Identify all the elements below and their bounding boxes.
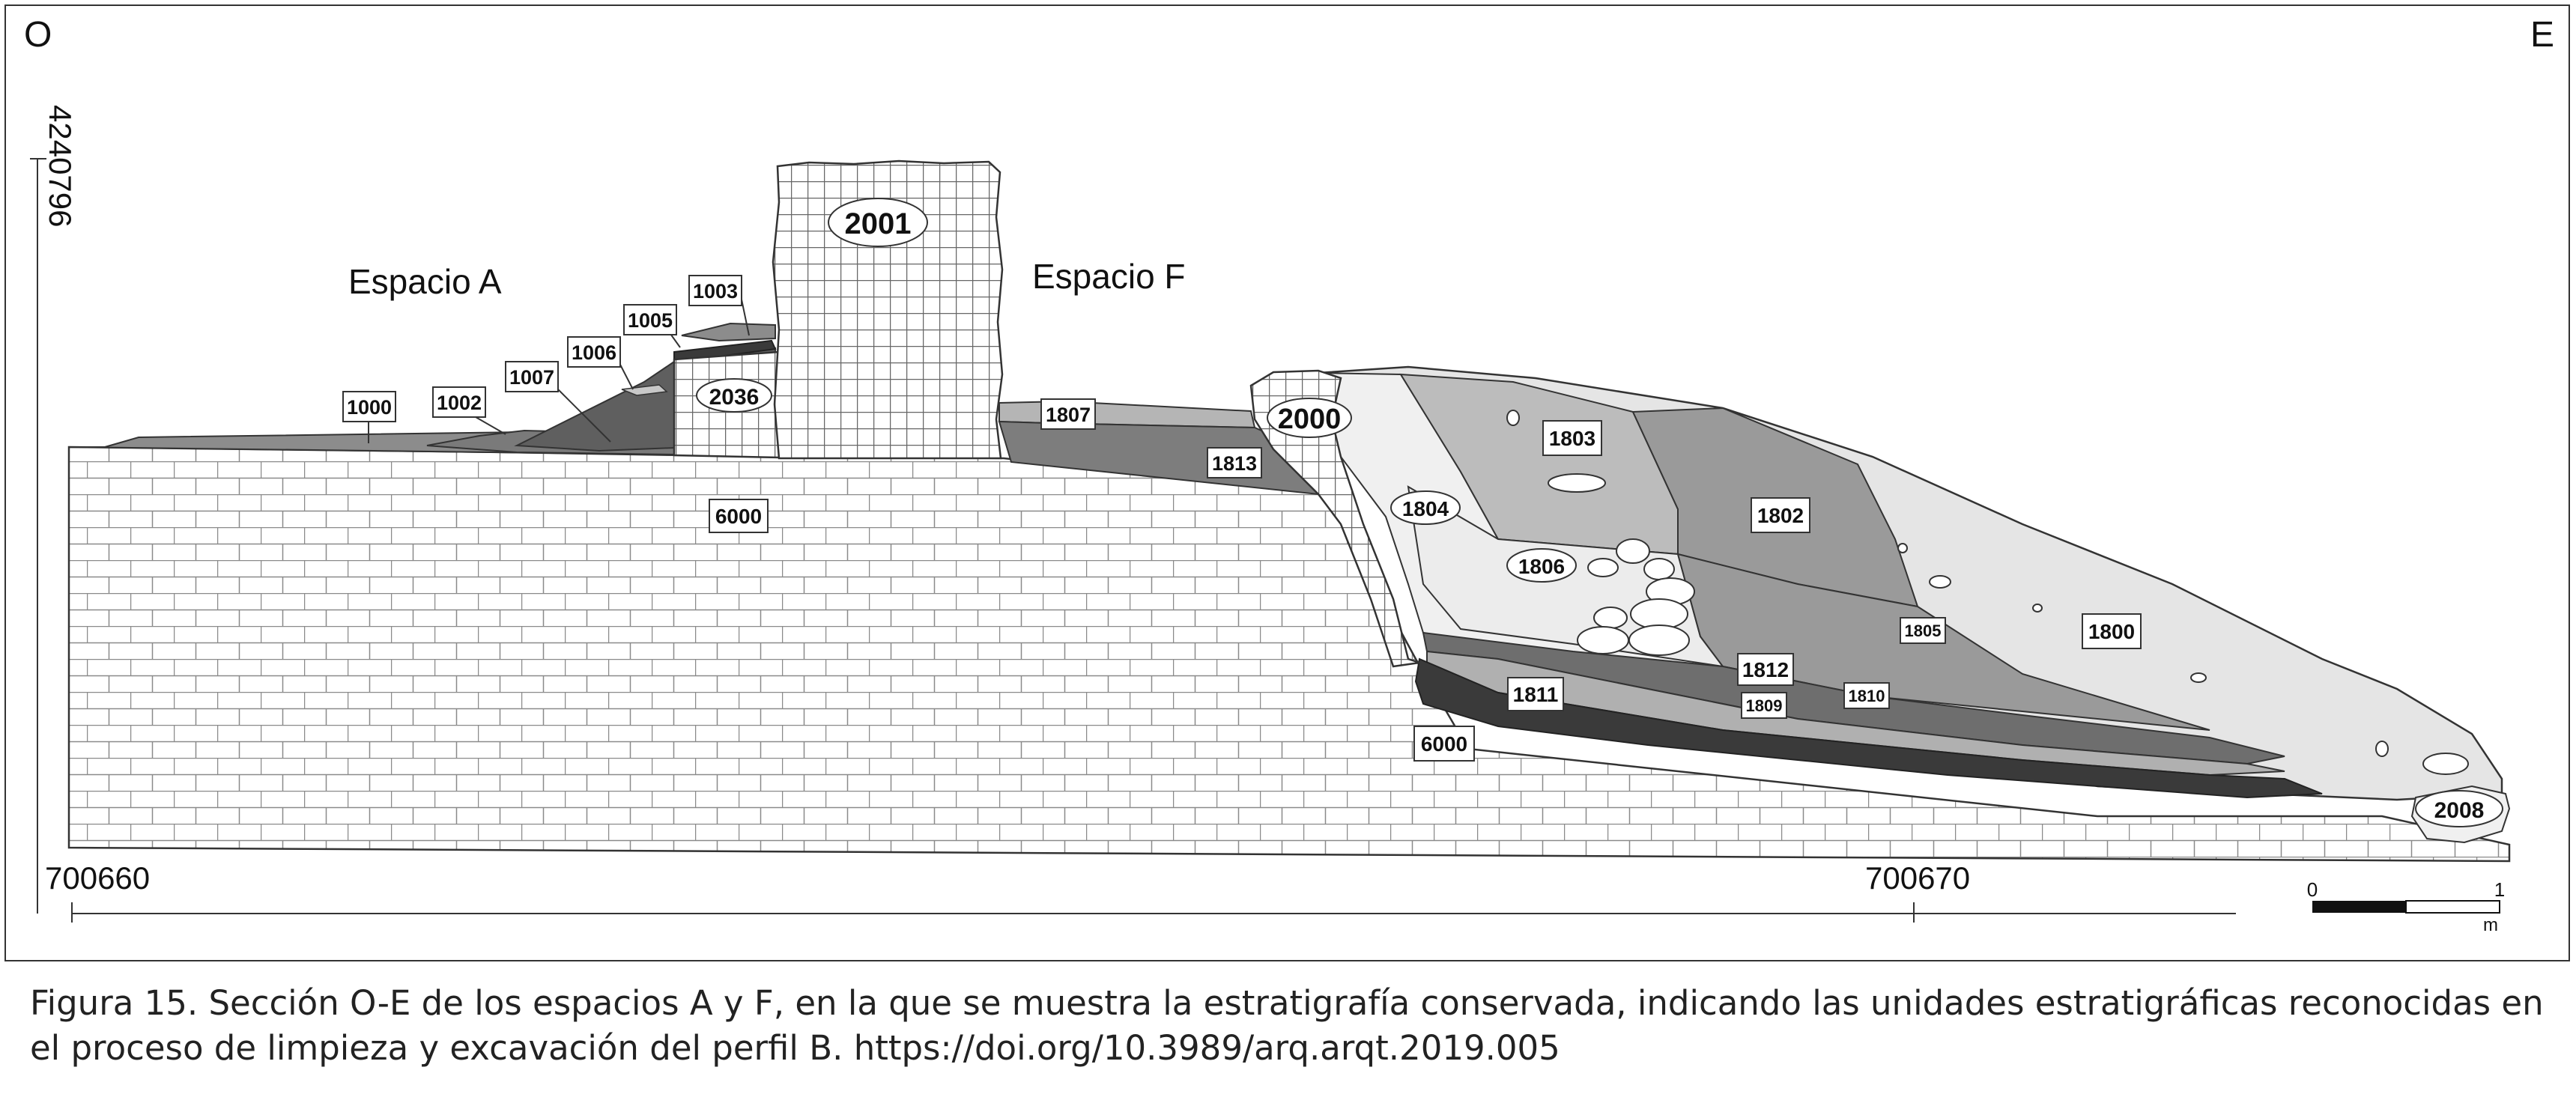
unit-1804-label: 1804 <box>1401 497 1449 520</box>
unit-1003-label: 1003 <box>692 280 739 303</box>
unit-1005-label: 1005 <box>627 309 673 332</box>
unit-1809-label: 1809 <box>1745 696 1783 715</box>
unit-6000-label-b: 6000 <box>1420 732 1468 756</box>
scale-zero: 0 <box>2306 878 2318 901</box>
unit-1002-label: 1002 <box>436 392 482 414</box>
unit-1802-label: 1802 <box>1757 504 1804 527</box>
scale-bar <box>2307 878 2505 935</box>
layer-1003 <box>682 323 775 341</box>
unit-1812-label: 1812 <box>1742 658 1789 681</box>
x-coordinate-left: 700660 <box>45 860 151 896</box>
unit-1807-label: 1807 <box>1045 404 1091 426</box>
unit-1806-label: 1806 <box>1518 555 1566 578</box>
unit-2008-label: 2008 <box>2434 798 2485 823</box>
figure-caption: Figura 15. Sección O-E de los espacios A y F, en la que se muestra la estratigrafía conservada, indicando las unidades estratigráficas reconocidas en el proceso de limpieza y excavación del perfil B. https://doi.org/10.3989/arq.arqt.2019.005 <box>30 983 2544 1068</box>
scale-unit: m <box>2483 915 2498 935</box>
north-axis-line <box>30 159 46 914</box>
north-coordinate: 4240796 <box>43 105 78 228</box>
label-espacio-f: Espacio F <box>1032 257 1186 296</box>
unit-1813-label: 1813 <box>1211 452 1258 475</box>
x-coordinate-right: 700670 <box>1865 860 1971 896</box>
unit-2001-label: 2001 <box>844 207 912 240</box>
unit-6000-label-a: 6000 <box>715 505 763 528</box>
unit-1800-label: 1800 <box>2088 620 2136 643</box>
unit-1803-label: 1803 <box>1548 427 1596 450</box>
unit-1000-label: 1000 <box>346 396 393 419</box>
unit-1007-label: 1007 <box>509 366 555 389</box>
scale-one: 1 <box>2494 878 2506 901</box>
unit-1805-label: 1805 <box>1904 622 1942 640</box>
label-espacio-a: Espacio A <box>348 262 502 301</box>
unit-2036-label: 2036 <box>709 385 760 410</box>
unit-1810-label: 1810 <box>1848 687 1885 705</box>
unit-1006-label: 1006 <box>571 341 617 364</box>
east-label: E <box>2530 15 2555 55</box>
baseline <box>72 902 2236 923</box>
unit-2000-label: 2000 <box>1277 404 1342 435</box>
unit-1811-label: 1811 <box>1512 683 1559 706</box>
west-label: O <box>24 15 52 55</box>
